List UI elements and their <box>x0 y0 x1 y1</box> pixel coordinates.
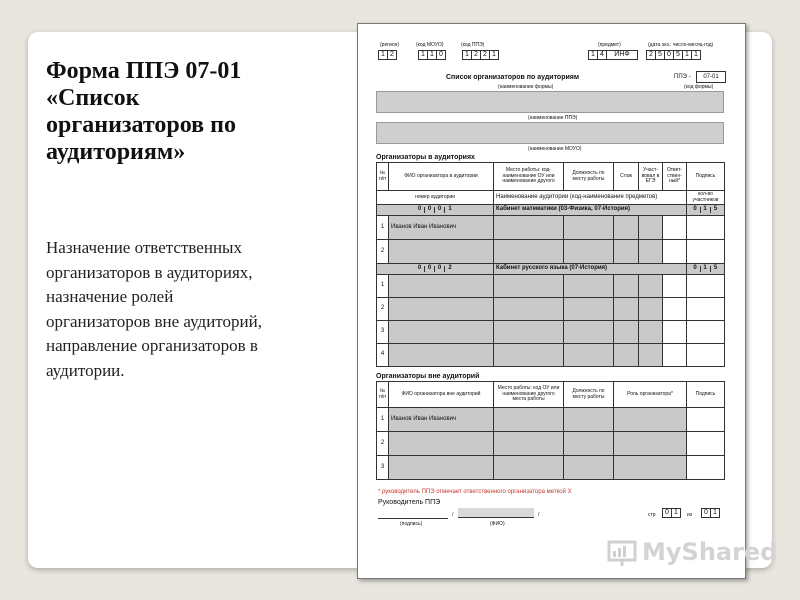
of-label: из <box>687 512 693 518</box>
cell <box>564 408 614 432</box>
page-boxes <box>662 508 680 518</box>
cell <box>639 275 663 298</box>
cell <box>614 432 687 456</box>
title-line: Форма ППЭ 07-01 <box>46 58 242 84</box>
digit-box: 5 <box>655 50 665 60</box>
organizer-name <box>389 298 494 321</box>
cell <box>639 321 663 344</box>
digit-box: 0 <box>415 207 425 213</box>
digit-box: 1 <box>671 508 681 518</box>
cell <box>564 432 614 456</box>
digit-box: 1 <box>691 50 701 60</box>
cell <box>494 275 564 298</box>
digit-box: 1 <box>378 50 388 60</box>
cell <box>494 321 564 344</box>
digit-box: 0 <box>436 50 446 60</box>
separator: / <box>452 512 454 518</box>
col-header: Должность по месту работы <box>564 163 614 191</box>
form-code-label: ППЭ - <box>674 74 691 80</box>
digit-box: 0 <box>664 50 674 60</box>
digit-box: 2 <box>448 265 452 272</box>
row-number: 2 <box>377 432 389 456</box>
digit-box: 1 <box>462 50 472 60</box>
description-line: аудитории. <box>46 360 125 380</box>
col-header: Подпись <box>687 382 725 408</box>
cell <box>494 432 564 456</box>
room-row <box>377 205 725 216</box>
digit-box: 0 <box>425 266 435 272</box>
section2-header-row <box>377 382 725 408</box>
cell <box>564 456 614 480</box>
col-header: ФИО организатора в аудитории <box>389 163 494 191</box>
cell <box>687 321 725 344</box>
table-row <box>377 344 725 367</box>
form-title: Список организаторов по аудиториям <box>446 74 580 81</box>
row-number: 2 <box>377 240 389 264</box>
cell <box>494 298 564 321</box>
cell <box>639 344 663 367</box>
col-header: Роль организатора* <box>614 382 687 408</box>
mouo-name-field <box>376 122 724 144</box>
section1-header-row <box>377 163 725 191</box>
digit-box: 0 <box>435 266 445 272</box>
digit-box: 0 <box>415 266 425 272</box>
digit-box: 0 <box>691 266 701 272</box>
cell <box>663 344 687 367</box>
cell <box>663 216 687 240</box>
digit-box: 0 <box>701 508 711 518</box>
organizer-name <box>389 240 494 264</box>
cell <box>639 298 663 321</box>
digit-box: 0 <box>662 508 672 518</box>
col-header: ФИО организатора вне аудиторий <box>389 382 494 408</box>
fio-line <box>458 508 534 518</box>
digit-box: 4 <box>597 50 607 60</box>
cell <box>639 240 663 264</box>
cell <box>614 275 639 298</box>
presentation-icon <box>606 536 638 568</box>
cell <box>564 298 614 321</box>
cell <box>564 216 614 240</box>
row-number: 3 <box>377 456 389 480</box>
row-number: 3 <box>377 321 389 344</box>
section1-title: Организаторы в аудиториях <box>376 154 475 161</box>
ppe-name-hint: (наименование ППЭ) <box>528 115 578 121</box>
date-label: (дата экз.: число-месяц-год) <box>648 42 714 48</box>
cell <box>639 216 663 240</box>
ppe-name-field <box>376 91 724 113</box>
cell <box>614 344 639 367</box>
row-number: 1 <box>377 216 389 240</box>
watermark-text: MyShared <box>642 538 778 566</box>
cell <box>614 321 639 344</box>
room-row <box>377 264 725 275</box>
ppe-code-boxes <box>462 50 498 60</box>
description-line: назначение ролей <box>46 287 174 306</box>
col-header: Подпись <box>687 163 725 191</box>
ppe-label: (код ППЭ) <box>461 42 485 48</box>
cell <box>687 432 725 456</box>
cell <box>663 275 687 298</box>
room-number <box>377 264 494 275</box>
cell <box>494 240 564 264</box>
digit-box: 1 <box>701 207 711 213</box>
cell <box>614 456 687 480</box>
subheader-count: кол-во участников <box>687 191 725 205</box>
cell <box>687 240 725 264</box>
form-code: 07-01 <box>696 71 726 83</box>
col-header: Участ-вовал в ЕГЭ <box>639 163 663 191</box>
section2-title: Организаторы вне аудиторий <box>376 373 480 380</box>
description-line: организаторов в аудиториях, <box>46 262 253 282</box>
digit-box: 2 <box>480 50 490 60</box>
digit-box: 5 <box>713 265 718 272</box>
section2-table <box>376 381 725 480</box>
region-label: (регион) <box>380 42 400 48</box>
table-row <box>377 321 725 344</box>
description-line: направление организаторов в <box>46 336 258 355</box>
cell <box>663 240 687 264</box>
table-row <box>377 298 725 321</box>
table-row <box>377 456 725 480</box>
cell <box>614 408 687 432</box>
organizer-name: Иванов Иван Иванович <box>389 216 494 240</box>
row-number: 1 <box>377 408 389 432</box>
title-line: «Список <box>46 85 140 111</box>
cell <box>687 216 725 240</box>
col-header: Ответ-ствен-ный* <box>663 163 687 191</box>
table-row <box>377 216 725 240</box>
mouo-label: (код МОУО) <box>416 42 444 48</box>
digit-box: 1 <box>427 50 437 60</box>
cell <box>564 240 614 264</box>
organizer-name <box>389 432 494 456</box>
cell <box>494 216 564 240</box>
digit-box: 1 <box>682 50 692 60</box>
col-header: Должность по месту работы <box>564 382 614 408</box>
col-header: Место работы: код-наименование ОУ или наименование другого <box>494 163 564 191</box>
room-number <box>377 205 494 216</box>
form-code-hint: (код формы) <box>684 84 714 90</box>
table-row <box>377 408 725 432</box>
organizer-name: Иванов Иван Иванович <box>389 408 494 432</box>
digit-box: 1 <box>448 206 452 213</box>
description-line: организаторов вне аудиторий, <box>46 311 262 331</box>
row-number: 2 <box>377 298 389 321</box>
cell <box>687 408 725 432</box>
col-header: Стаж <box>614 163 639 191</box>
organizer-name <box>389 275 494 298</box>
cell <box>494 344 564 367</box>
cell <box>687 344 725 367</box>
digit-box: 0 <box>691 207 701 213</box>
digit-box: 2 <box>471 50 481 60</box>
cell <box>564 344 614 367</box>
digit-box: 2 <box>646 50 656 60</box>
table-row <box>377 432 725 456</box>
cell <box>687 456 725 480</box>
form-document <box>357 23 746 579</box>
title-line: организаторов по <box>46 112 236 138</box>
separator: / <box>538 512 540 518</box>
form-name-hint: (наименование формы) <box>498 84 554 90</box>
row-number: 4 <box>377 344 389 367</box>
mouo-code-boxes <box>418 50 445 60</box>
digit-box: 2 <box>387 50 397 60</box>
cell <box>494 408 564 432</box>
cell <box>687 298 725 321</box>
digit-box: 5 <box>673 50 683 60</box>
table-row <box>377 240 725 264</box>
subject-label: (предмет) <box>598 42 621 48</box>
region-code-boxes <box>378 50 396 60</box>
cell <box>614 298 639 321</box>
row-number: 1 <box>377 275 389 298</box>
organizer-name <box>389 344 494 367</box>
watermark <box>606 536 777 568</box>
cell <box>564 275 614 298</box>
col-header: № п/п <box>377 163 389 191</box>
cell <box>614 240 639 264</box>
sign-hint: (подпись) <box>400 521 423 527</box>
title-line: аудиториям» <box>46 139 186 165</box>
digit-box: 0 <box>435 207 445 213</box>
date-boxes <box>646 50 700 60</box>
room-name: Кабинет русского языка (07-История) <box>494 264 687 275</box>
subject-code-boxes <box>588 50 637 60</box>
digit-box: 1 <box>588 50 598 60</box>
col-header: Место работы: код ОУ или наименование другого места работы <box>494 382 564 408</box>
slide-title <box>46 58 336 166</box>
total-boxes <box>701 508 719 518</box>
description-line: Назначение ответственных <box>46 238 242 257</box>
digit-box: 1 <box>701 266 711 272</box>
room-count <box>687 264 725 275</box>
digit-box: 5 <box>713 206 718 213</box>
mouo-name-hint: (наименование МОУО) <box>528 146 582 152</box>
cell <box>564 321 614 344</box>
cell <box>614 216 639 240</box>
head-label: Руководитель ППЭ <box>378 499 441 506</box>
footnote: * руководитель ППЭ отмечает ответственного организатора меткой Х <box>378 489 572 495</box>
subheader-room-no: номер аудитории <box>377 191 494 205</box>
organizer-name <box>389 456 494 480</box>
slide-description <box>46 236 346 383</box>
col-header: № п/п <box>377 382 389 408</box>
subheader-row <box>377 191 725 205</box>
cell <box>663 321 687 344</box>
room-count <box>687 205 725 216</box>
subject-name-box: ИНФ <box>606 50 638 60</box>
digit-box: 0 <box>425 207 435 213</box>
digit-box: 1 <box>710 508 720 518</box>
section1-table <box>376 162 725 367</box>
cell <box>494 456 564 480</box>
subheader-room-name: Наименование аудитории (код-наименование предметов) <box>494 191 687 205</box>
page-label: стр <box>648 512 656 518</box>
organizer-name <box>389 321 494 344</box>
table-row <box>377 275 725 298</box>
cell <box>663 298 687 321</box>
signature-line <box>378 518 448 519</box>
fio-hint: (ФИО) <box>490 521 505 527</box>
digit-box: 1 <box>418 50 428 60</box>
digit-box: 1 <box>489 50 499 60</box>
cell <box>687 275 725 298</box>
room-name: Кабинет математики (03-Физика, 07-История) <box>494 205 687 216</box>
